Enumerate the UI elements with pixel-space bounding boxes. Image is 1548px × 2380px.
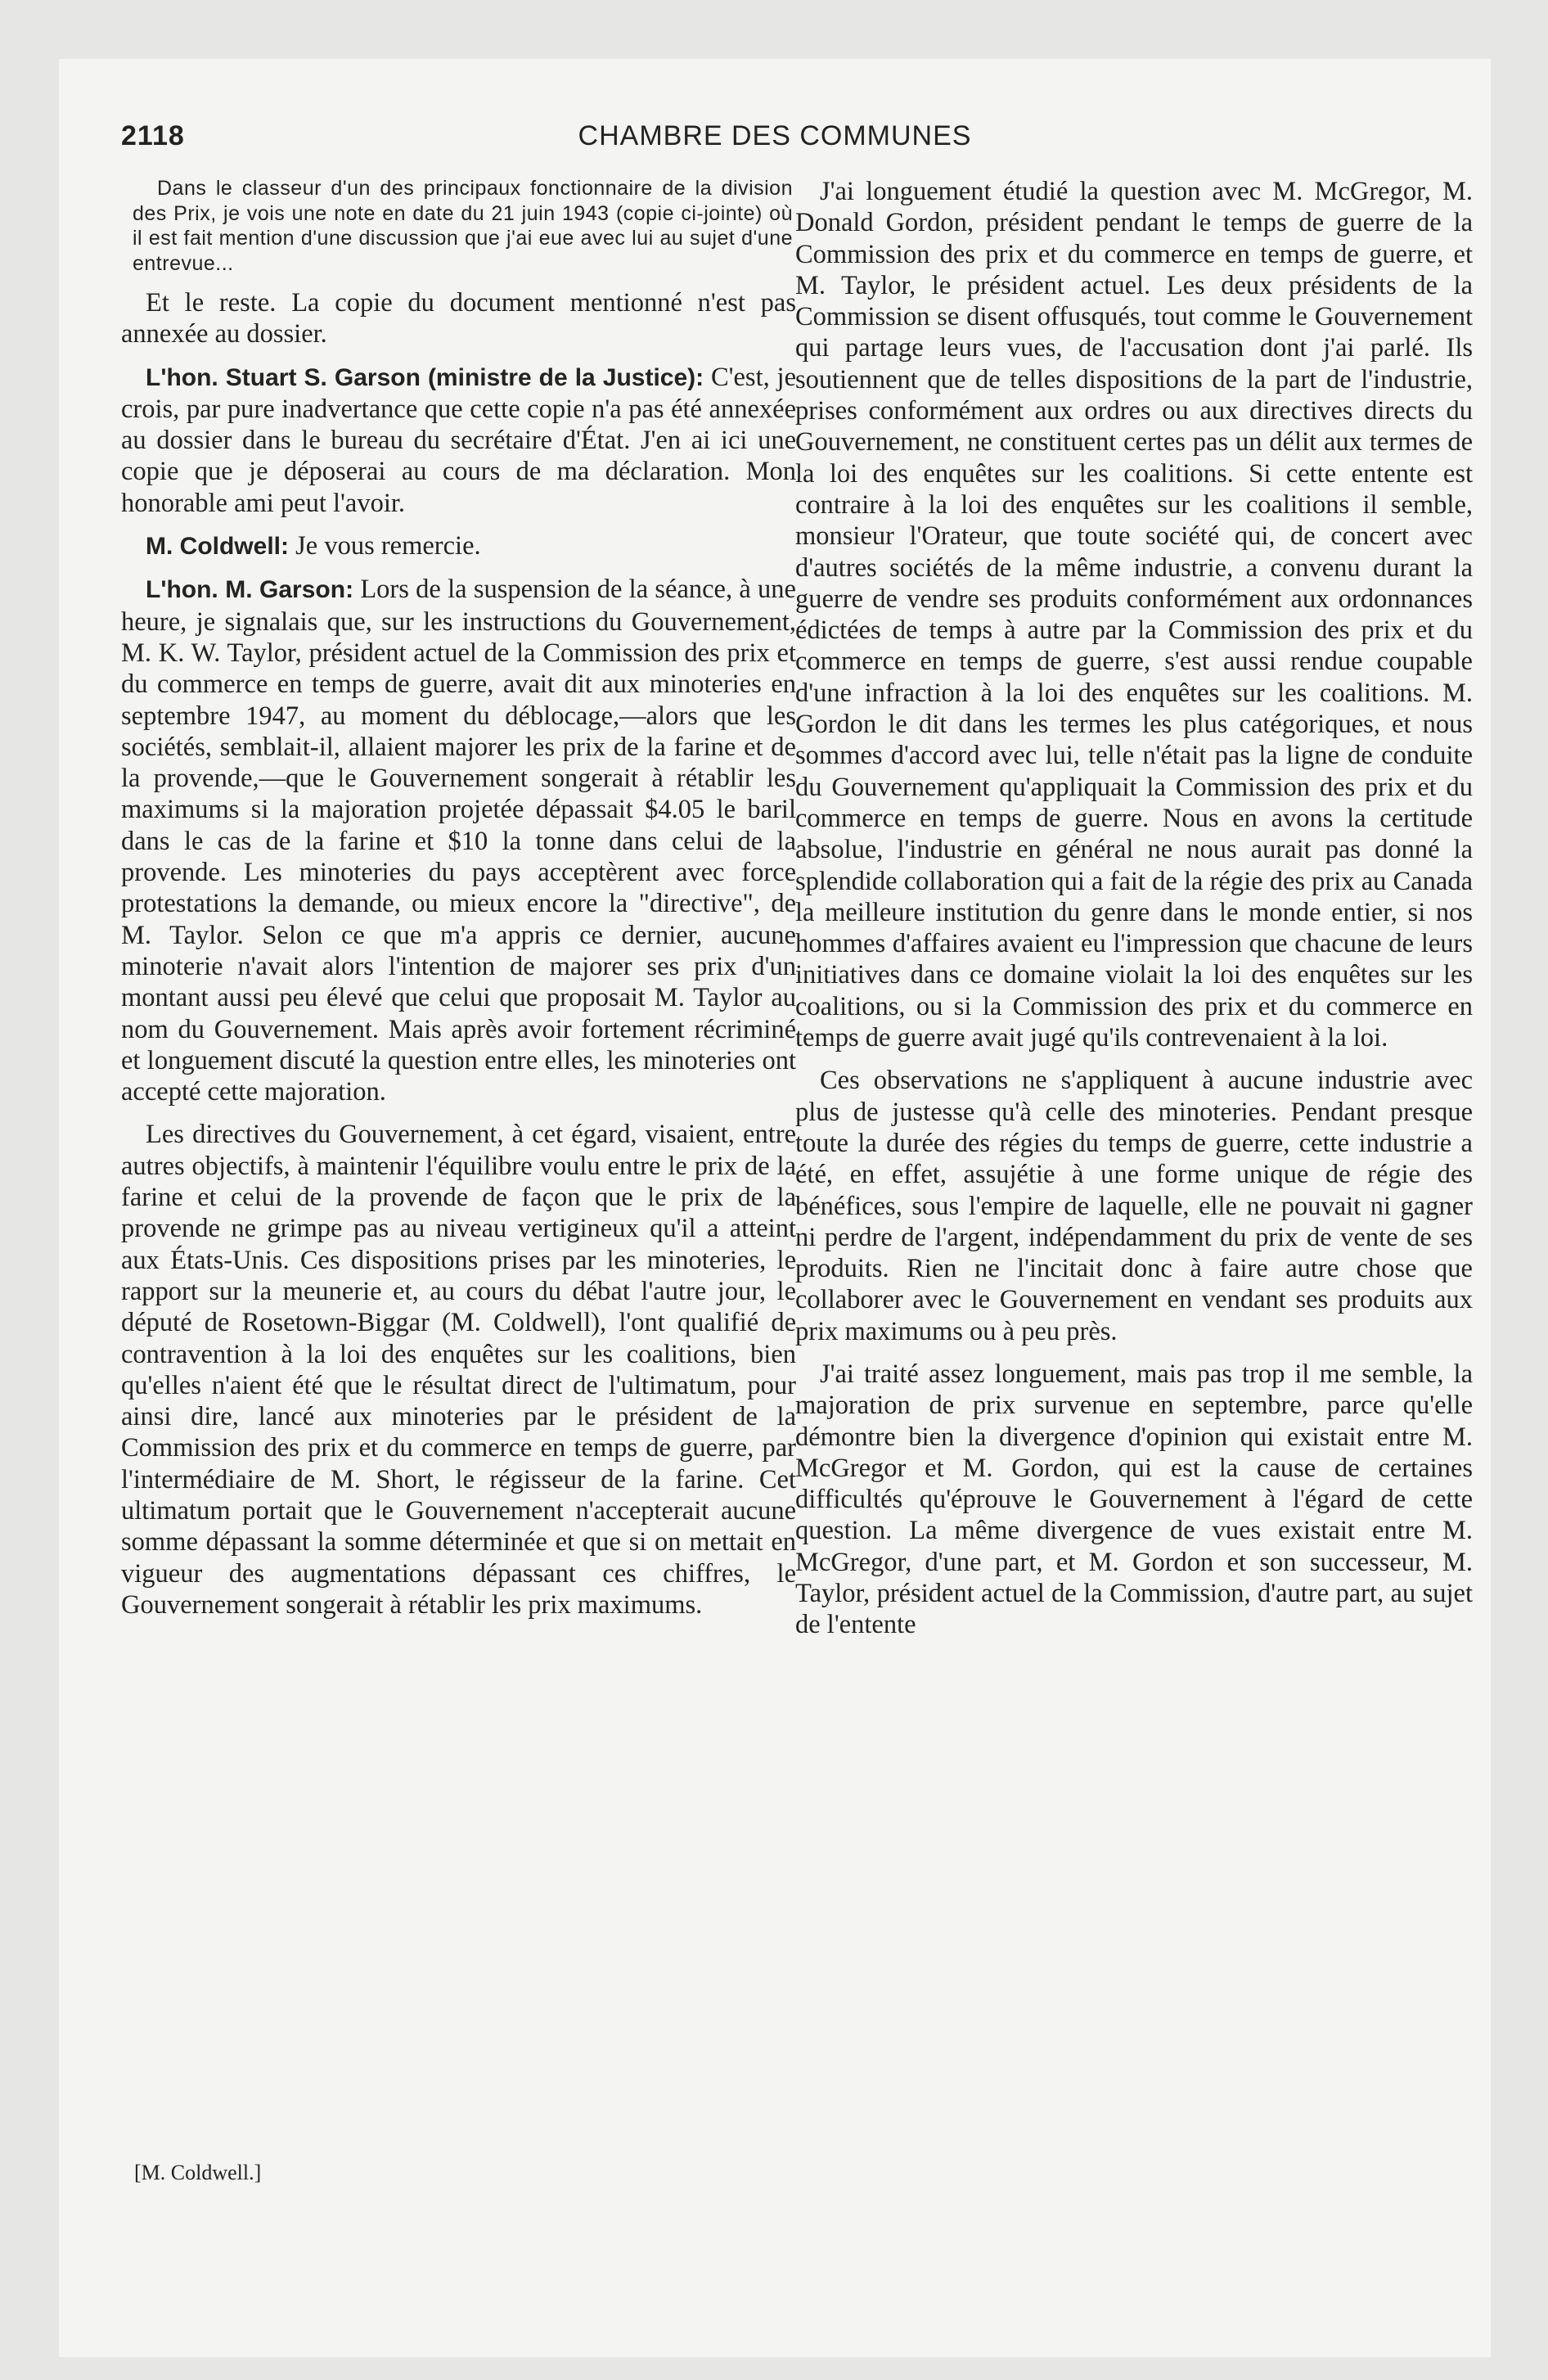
speaker-name: L'hon. Stuart S. Garson (ministre de la Justice): xyxy=(146,363,704,391)
document-page xyxy=(59,59,1491,2357)
right-column xyxy=(795,176,1473,1641)
speech-text: Lors de la suspension de la séance, à une heure, je signalais que, sur les instructions du Gouvernement, M. K. W. Taylor, président actuel de la Commission des prix et du commerce en temps de guerre, avait dit aux minoteries en septembre 1947, au moment du déblocage,—alors que les sociétés, semblait-il, allaient majorer les prix de la farine et de la provende,—que le Gouvernement songerait à rétablir les maximums si la majoration projetée dépassait $4.05 le baril dans le cas de la farine et $10 la tonne dans celui de la provende. Les minoteries du pays acceptèrent avec force protestations la demande, ou mieux encore la "directive", de M. Taylor. Selon ce que m'a appris ce dernier, aucune minoterie n'avait alors l'intention de majorer ses prix d'un montant aussi peu élevé que celui que proposait M. Taylor au nom du Gouvernement. Mais après avoir fortement récriminé et longuement discuté la question entre elles, les minoteries ont accepté cette majoration. xyxy=(121,575,796,1107)
left-column xyxy=(121,176,796,1620)
footnote-speaker: [M. Coldwell.] xyxy=(134,2161,262,2184)
speech-text: C'est, je crois, par pure inadvertance que cette copie n'a pas été annexée au dossier dans le bureau du secrétaire d'État. J'en ai ici une copie que je déposerai au cours de ma déclaration. Mon honorable ami peut l'avoir. xyxy=(121,362,797,518)
paragraph: Ces observations ne s'appliquent à aucune industrie avec plus de justesse qu'à celle des minoteries. Pendant presque toute la durée des régies du temps de guerre, cette industrie a été, en effet, assujétie à une forme unique de régie des bénéfices, sous l'empire de laquelle, elle ne pouvait ni gagner ni perdre de l'argent, indépendamment du prix de vente de ses produits. Rien ne l'incitait donc à faire autre chose que collaborer avec le Gouvernement en vendant ses produits aux prix maximums ou à peu près. xyxy=(795,1066,1473,1346)
running-title: CHAMBRE DES COMMUNES xyxy=(578,120,972,151)
page-number: 2118 xyxy=(121,120,185,151)
page-header xyxy=(121,120,1429,169)
paragraph xyxy=(121,530,796,562)
paragraph xyxy=(121,574,796,1107)
speaker-name: L'hon. M. Garson: xyxy=(146,576,354,604)
paragraph: J'ai traité assez longuement, mais pas trop il me semble, la majoration de prix survenue en septembre, parce qu'elle démontre bien la divergence d'opinion qui existait entre M. McGregor et M. Gordon, qui est la cause de certaines difficultés qu'éprouve le Gouvernement à l'égard de cette question. La même divergence de vues existait entre M. McGregor, d'une part, et M. Gordon et son successeur, M. Taylor, président actuel de la Commission, d'autre part, au sujet de l'entente xyxy=(795,1359,1473,1640)
speaker-name: M. Coldwell: xyxy=(146,533,289,561)
quoted-note: Dans le classeur d'un des principaux fonctionnaire de la division des Prix, je vois une note en date du 21 juin 1943 (copie ci-jointe) où il est fait mention d'une discussion que j'ai eue avec lui au sujet d'une entrevue... xyxy=(133,177,793,275)
paragraph: Les directives du Gouvernement, à cet égard, visaient, entre autres objectifs, à maintenir l'équilibre voulu entre le prix de la farine et celui de la provende de façon que le prix de la provende ne grimpe pas au niveau vertigineux qu'il a atteint aux États-Unis. Ces dispositions prises par les minoteries, le rapport sur la meunerie et, au cours du débat l'autre jour, le député de Rosetown-Biggar (M. Coldwell), l'ont qualifié de contravention à la loi des enquêtes sur les coalitions, bien qu'elles n'aient été que le résultat direct de l'ultimatum, pour ainsi dire, lancé aux minoteries par le président de la Commission des prix et du commerce en temps de guerre, par l'intermédiaire de M. Short, le régisseur de la farine. Cet ultimatum portait que le Gouvernement n'accepterait aucune somme dépassant la somme déterminée et que si on mettait en vigueur des augmentations dépassant ces chiffres, le Gouvernement songerait à rétablir les prix maximums. xyxy=(121,1120,796,1620)
speech-text: Je vous remercie. xyxy=(295,531,481,561)
paragraph: J'ai longuement étudié la question avec M. McGregor, M. Donald Gordon, président pendant le temps de guerre de la Commission des prix et du commerce en temps de guerre, et M. Taylor, le président actuel. Les deux présidents de la Commission se disent offusqués, tout comme le Gouvernement qui partage leurs vues, de l'accusation dont j'ai parlé. Ils soutiennent que de telles dispositions de la part de l'industrie, prises conformément aux ordres ou aux directives directs du Gouvernement, ne constituent certes pas un délit aux termes de la loi des enquêtes sur les coalitions. Si cette entente est contraire à la loi des enquêtes sur les coalitions il semble, monsieur l'Orateur, que toute société qui, de concert avec d'autres sociétés de la même industrie, a convenu durant la guerre de vendre ses produits conformément aux ordonnances édictées de temps à autre par la Commission des prix et du commerce en temps de guerre, s'est aussi rendue coupable d'une infraction à la loi des enquêtes sur les coalitions. M. Gordon le dit dans les termes les plus catégoriques, et nous sommes d'accord avec lui, telle n'était pas la ligne de conduite du Gouvernement qu'appliquait la Commission des prix et du commerce en temps de guerre. Nous en avons la certitude absolue, l'industrie en général ne nous aurait pas donné la splendide collaboration qui a fait de la régie des prix au Canada la meilleure institution du genre dans le monde entier, si nos hommes d'affaires avaient eu l'impression que chacune de leurs initiatives dans ce domaine violait la loi des enquêtes sur les coalitions, ou si la Commission des prix et du commerce en temps de guerre avait jugé qu'ils contrevenaient à la loi. xyxy=(795,177,1473,1053)
paragraph: Et le reste. La copie du document mentionné n'est pas annexée au dossier. xyxy=(121,288,796,349)
paragraph xyxy=(121,362,796,519)
